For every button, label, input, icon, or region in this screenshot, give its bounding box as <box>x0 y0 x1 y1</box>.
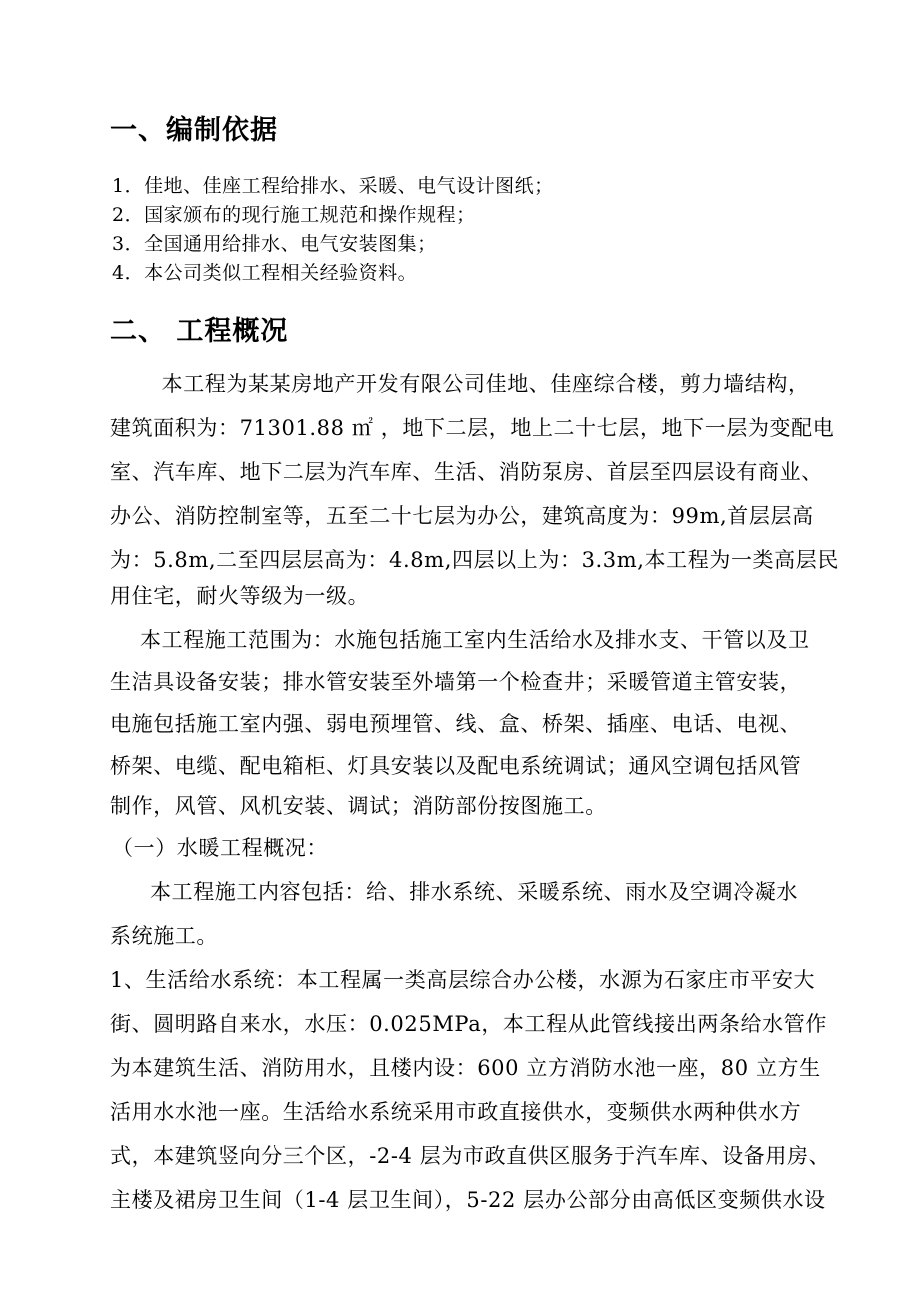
list-item: 3．全国通用给排水、电气安装图集； <box>112 233 437 255</box>
paragraph-line: 主楼及裙房卫生间（1-4 层卫生间），5-22 层办公部分由高低区变频供水设 <box>110 1188 826 1212</box>
paragraph-line: 制作，风管、风机安装、调试；消防部份按图施工。 <box>110 794 607 818</box>
paragraph-line: 办公、消防控制室等，五至二十七层为办公，建筑高度为：99m,首层层高 <box>110 504 814 528</box>
paragraph-line: 式，本建筑竖向分三个区，-2-4 层为市政直供区服务于汽车库、设备用房、 <box>110 1144 831 1168</box>
paragraph-line: 用住宅，耐火等级为一级。 <box>110 584 370 608</box>
list-item: 4．本公司类似工程相关经验资料。 <box>112 262 418 284</box>
paragraph-line: 建筑面积为：71301.88 ㎡ ，地下二层，地上二十七层，地下一层为变配电 <box>110 416 835 440</box>
paragraph-line: 电施包括施工室内强、弱电预埋管、线、盒、桥架、插座、电话、电视、 <box>110 712 802 736</box>
paragraph-line: 为：5.8m,二至四层层高为：4.8m,四层以上为：3.3m,本工程为一类高层民 <box>110 548 839 572</box>
list-item: 1．佳地、佳座工程给排水、采暖、电气设计图纸； <box>112 175 554 197</box>
paragraph-line: 1、生活给水系统：本工程属一类高层综合办公楼，水源为石家庄市平安大 <box>110 968 816 992</box>
paragraph-line: 活用水水池一座。生活给水系统采用市政直接供水，变频供水两种供水方 <box>110 1100 802 1124</box>
list-item: 2．国家颁布的现行施工规范和操作规程； <box>112 204 476 226</box>
paragraph-line: 本工程为某某房地产开发有限公司佳地、佳座综合楼，剪力墙结构， <box>140 372 810 396</box>
paragraph-line: 本工程施工内容包括：给、排水系统、采暖系统、雨水及空调冷凝水 <box>150 880 798 904</box>
paragraph-line: 室、汽车库、地下二层为汽车库、生活、消防泵房、首层至四层设有商业、 <box>110 460 823 484</box>
paragraph-line: 系统施工。 <box>110 924 218 948</box>
paragraph-line: 街、圆明路自来水，水压：0.025MPa，本工程从此管线接出两条给水管作 <box>110 1012 827 1036</box>
section-heading-basis: 一、编制依据 <box>110 115 278 146</box>
paragraph-line: 本工程施工范围为：水施包括施工室内生活给水及排水支、干管以及卫 <box>140 628 810 652</box>
subsection-heading: （一）水暖工程概况： <box>112 836 328 860</box>
paragraph-line: 生洁具设备安装；排水管安装至外墙第一个检查井；采暖管道主管安装， <box>110 670 802 694</box>
paragraph-line: 为本建筑生活、消防用水，且楼内设：600 立方消防水池一座，80 立方生 <box>110 1056 821 1080</box>
paragraph-line: 桥架、电缆、配电箱柜、灯具安装以及配电系统调试；通风空调包括风管 <box>110 754 802 778</box>
section-heading-overview: 二、 工程概况 <box>110 316 289 347</box>
